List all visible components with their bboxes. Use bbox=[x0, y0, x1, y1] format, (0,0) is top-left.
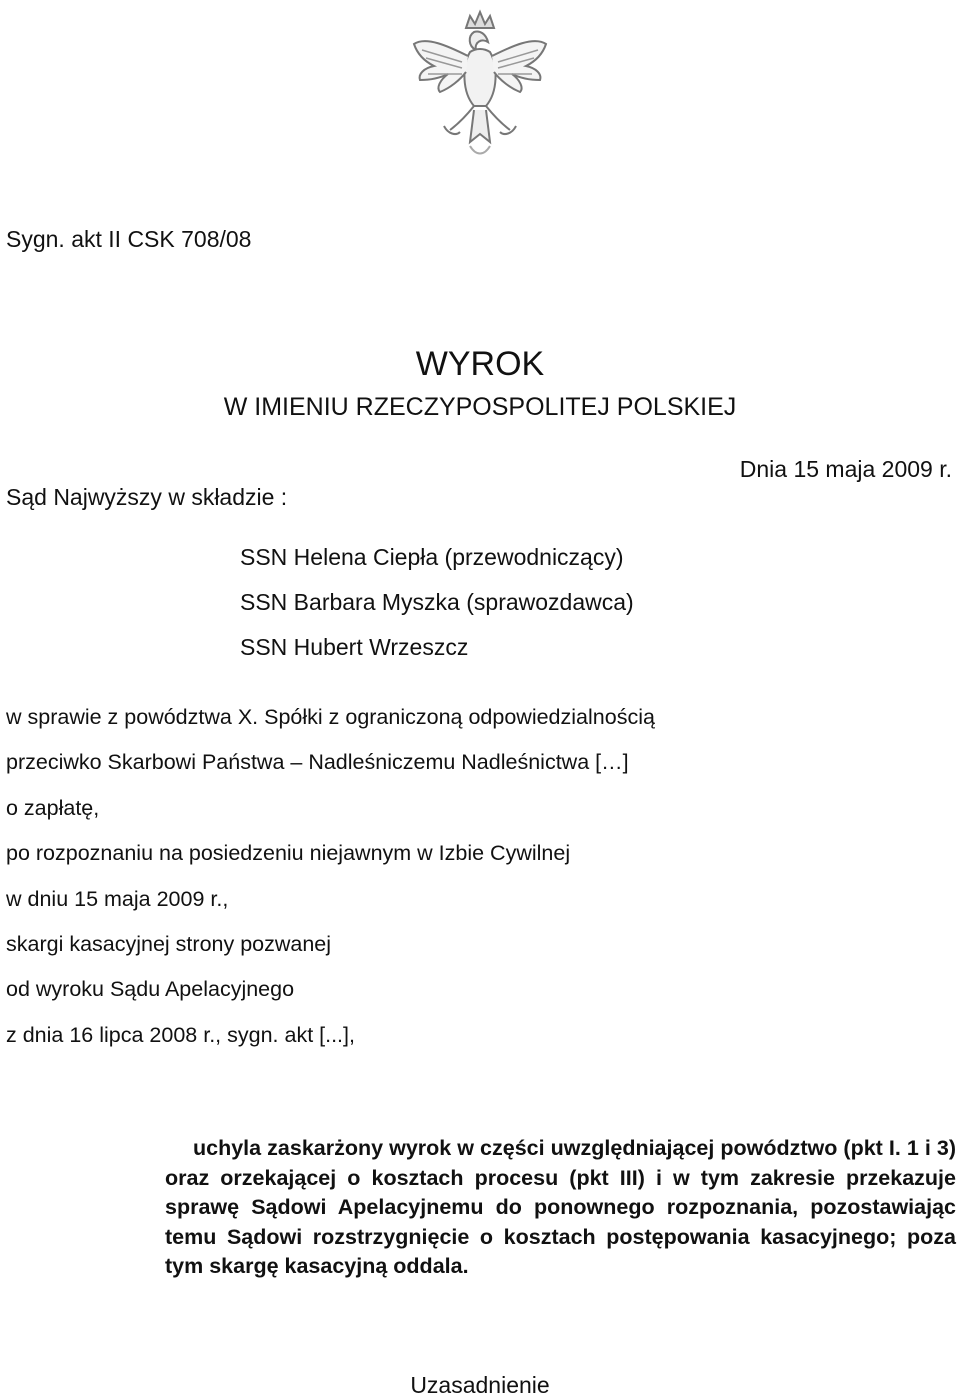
document-subtitle: W IMIENIU RZECZYPOSPOLITEJ POLSKIEJ bbox=[223, 393, 737, 421]
case-line: z dnia 16 lipca 2008 r., sygn. akt [...], bbox=[6, 1022, 355, 1047]
case-line: po rozpoznaniu na posiedzeniu niejawnym w Izbie Cywilnej bbox=[6, 841, 571, 866]
case-signature: Sygn. akt II CSK 708/08 bbox=[6, 226, 252, 252]
case-line: o zapłatę, bbox=[6, 795, 100, 820]
document-title: WYROK bbox=[415, 345, 545, 383]
judge-rapporteur: SSN Barbara Myszka (sprawozdawca) bbox=[240, 589, 634, 615]
case-line: w dniu 15 maja 2009 r., bbox=[6, 886, 229, 911]
polish-eagle-emblem-icon bbox=[404, 6, 556, 166]
ruling-text: uchyla zaskarżony wyrok w części uwzględniającej powództwo (pkt I. 1 i 3) oraz orzekającej o kosztach procesu (pkt III) i w tym zakresie przekazuje sprawę Sądowi Apelacyjnemu do ponownego rozpoznania, pozostawiając temu Sądowi rozstrzygnięcie o kosztach postępowania kasacyjnego; poza tym skargę kasacyjną oddala. bbox=[165, 1136, 956, 1278]
judgment-date: Dnia 15 maja 2009 r. bbox=[739, 456, 952, 482]
court-composition-label: Sąd Najwyższy w składzie : bbox=[6, 484, 288, 510]
judge-presiding: SSN Helena Ciepła (przewodniczący) bbox=[240, 544, 624, 570]
case-line: skargi kasacyjnej strony pozwanej bbox=[6, 931, 332, 956]
reasons-heading: Uzasadnienie bbox=[410, 1372, 550, 1398]
case-description bbox=[6, 700, 655, 1063]
case-line: od wyroku Sądu Apelacyjnego bbox=[6, 977, 295, 1002]
case-line: w sprawie z powództwa X. Spółki z ograniczoną odpowiedzialnością bbox=[6, 705, 655, 729]
judges-list bbox=[240, 540, 634, 675]
judge-member: SSN Hubert Wrzeszcz bbox=[240, 634, 469, 660]
case-line: przeciwko Skarbowi Państwa – Nadleśniczemu Nadleśnictwa […] bbox=[6, 750, 629, 775]
